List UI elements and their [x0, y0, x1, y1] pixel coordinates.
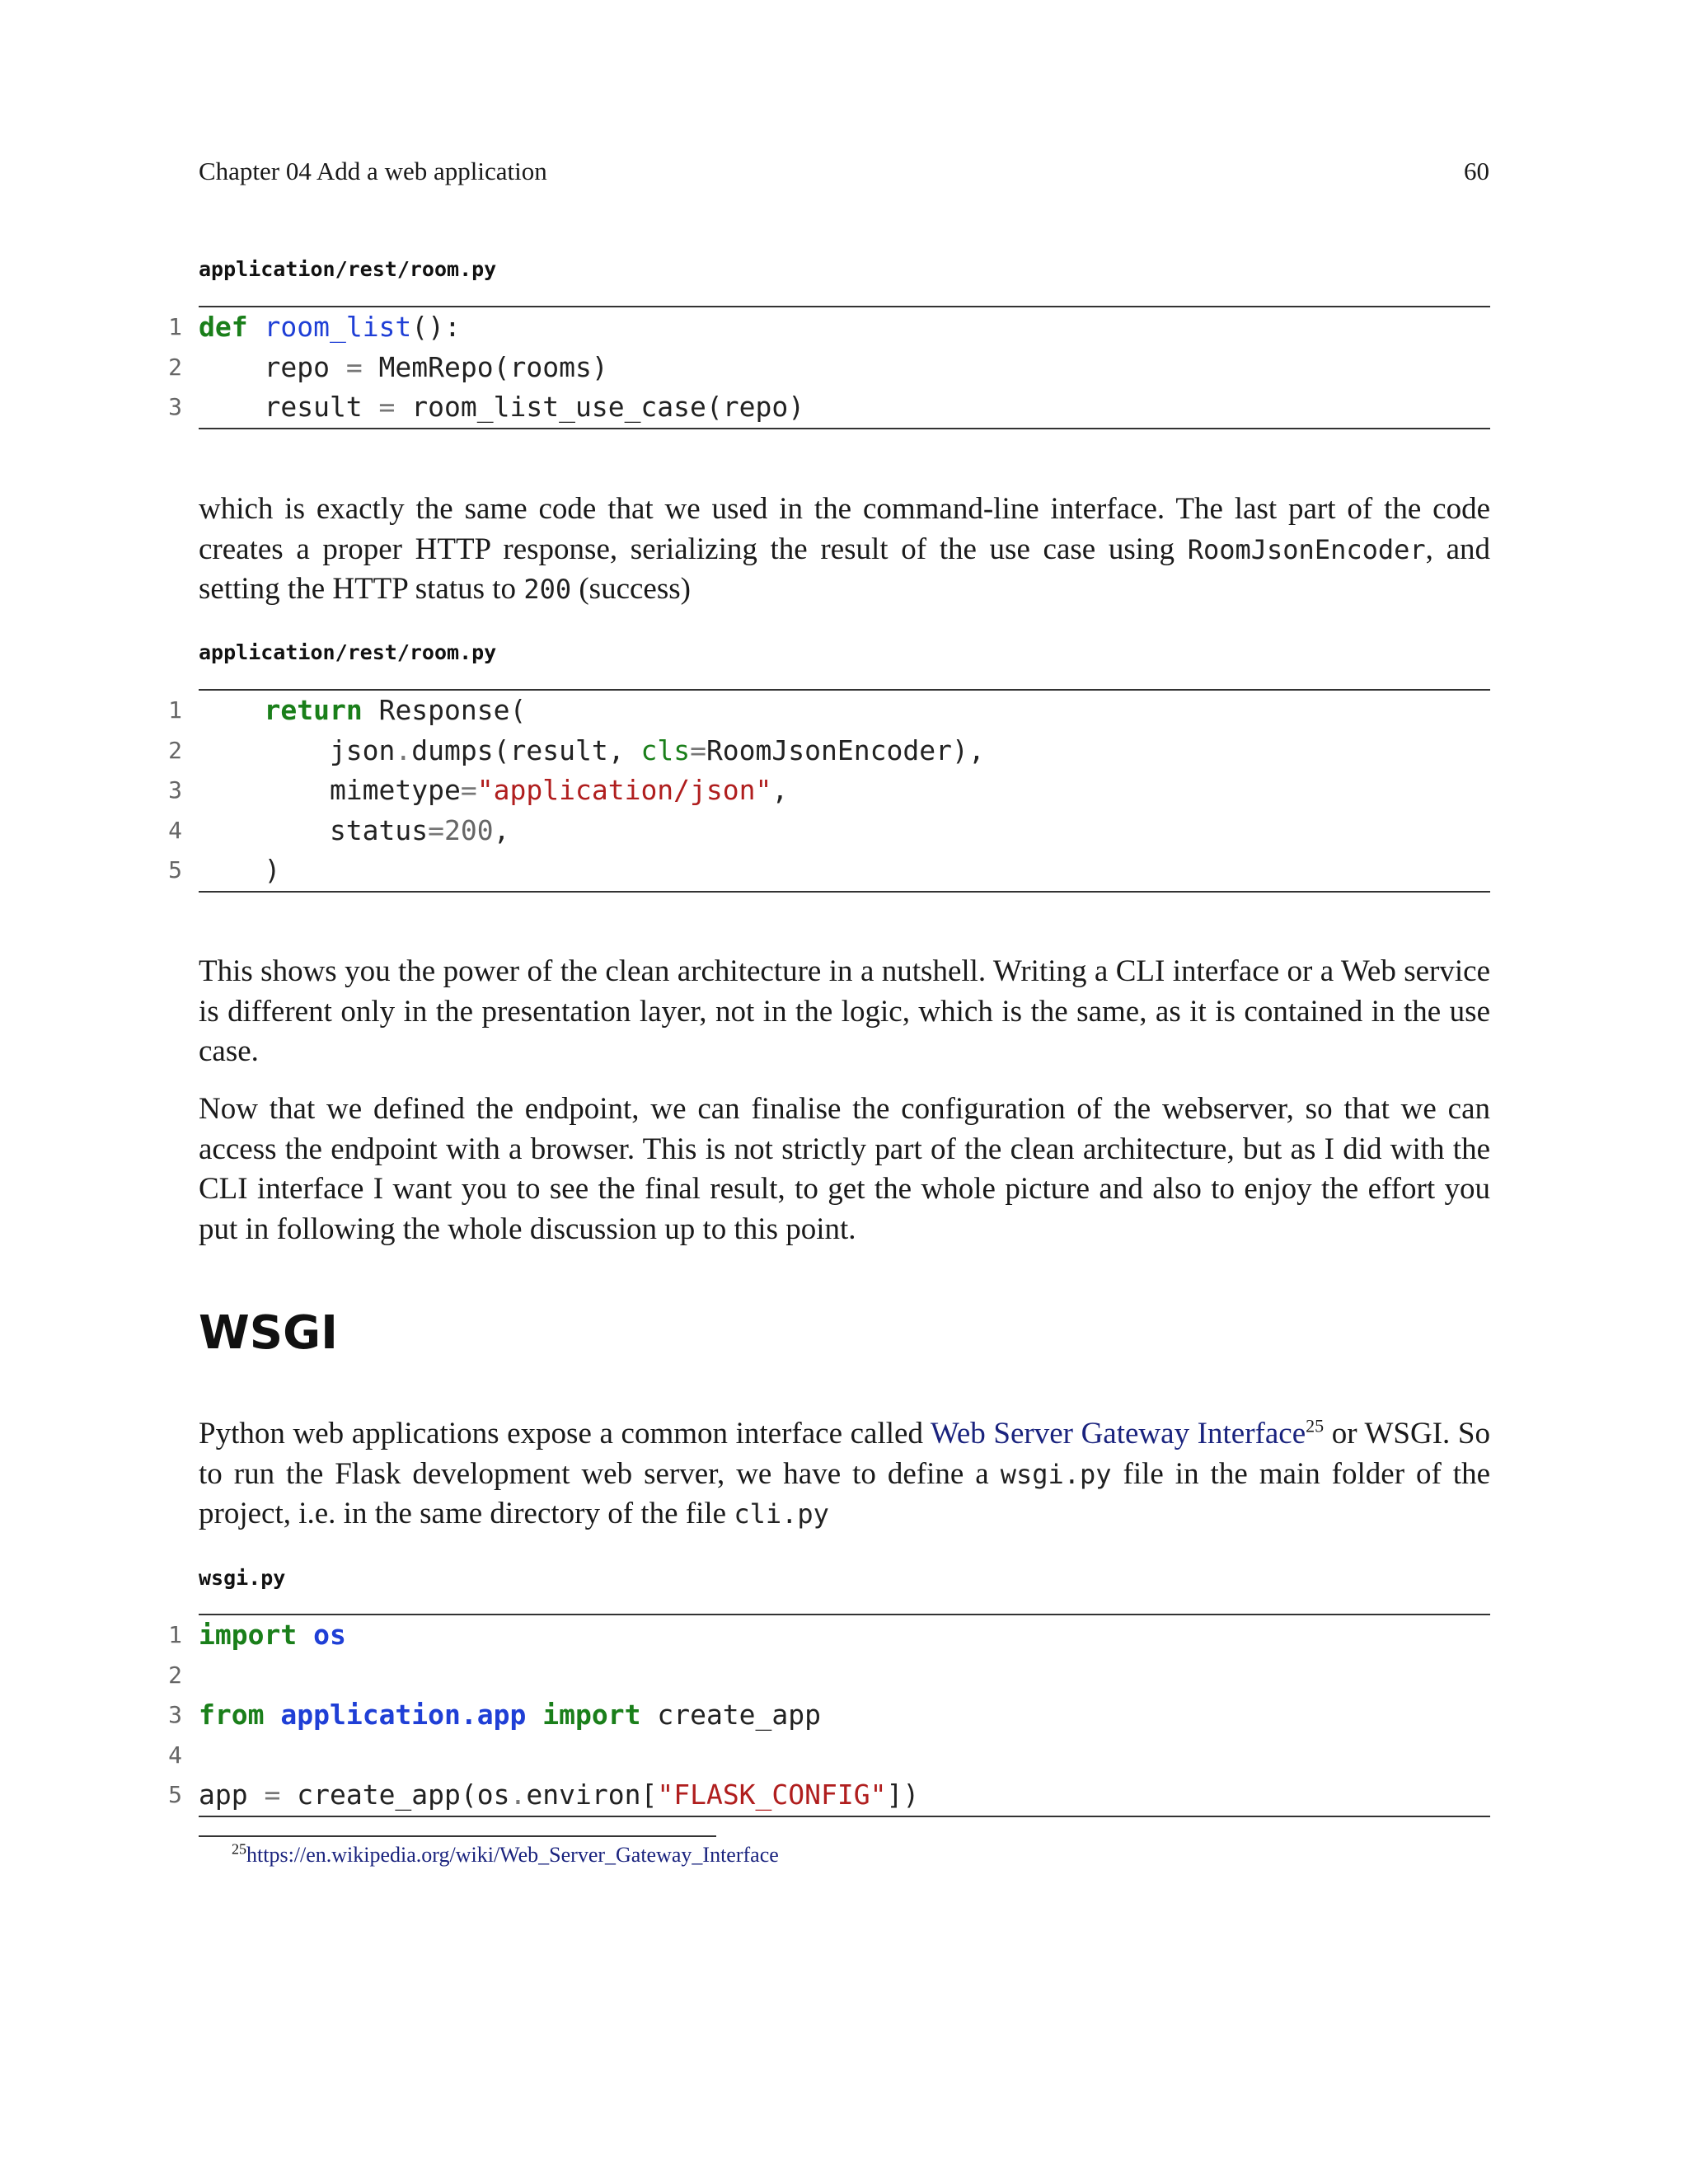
inline-code-roomjsonencoder: RoomJsonEncoder — [1187, 533, 1426, 565]
inline-code-cli-py: cli.py — [734, 1498, 829, 1530]
line-number: 3 — [168, 776, 182, 804]
code-token: application.app — [280, 1699, 527, 1731]
code-filename-3: wsgi.py — [199, 1566, 286, 1590]
section-heading: WSGI — [199, 1306, 338, 1360]
code-line — [168, 771, 1490, 811]
code-token: = — [345, 350, 363, 383]
code-token: RoomJsonEncoder), — [706, 733, 985, 766]
line-number: 1 — [168, 1621, 182, 1648]
code-token: repo — [199, 350, 346, 383]
code-token: room_list_use_case(repo) — [395, 391, 805, 423]
line-number: 1 — [168, 313, 182, 340]
footnote-divider — [199, 1835, 716, 1837]
code-token: def — [199, 311, 248, 343]
footnote — [232, 1840, 779, 1868]
chapter-title: Chapter 04 Add a web application — [199, 157, 547, 185]
code-token: os — [313, 1619, 346, 1651]
code-token: "application/json" — [476, 774, 772, 806]
line-number: 3 — [168, 393, 182, 420]
code-block-2 — [168, 689, 1490, 893]
code-filename-2: application/rest/room.py — [199, 640, 497, 664]
paragraph-1-text-3: (success) — [571, 572, 691, 606]
paragraph-2: This shows you the power of the clean architecture in a nutshell. Writing a CLI interface or a Web service is different only in the presentation layer, not in the logic, which is the same, as it is contained in the use case. — [199, 954, 1490, 1068]
code-token: json — [199, 733, 396, 766]
line-number: 3 — [168, 1701, 182, 1728]
paragraph-1 — [199, 490, 1490, 610]
code-line — [168, 811, 1490, 851]
code-token: = — [460, 774, 477, 806]
paragraph-3: Now that we defined the endpoint, we can finalise the configuration of the webserver, so that we can access the endpoint with a browser. This is not strictly part of the clean architecture, but as I did with the CLI interface I want you to see the final result, to get the whole picture and also to enjoy the effort you put in following the whole discussion up to this point. — [199, 1092, 1490, 1246]
code-token: import — [542, 1699, 641, 1731]
code-line — [168, 348, 1490, 388]
footnote-ref[interactable]: 25 — [1306, 1415, 1325, 1436]
line-number: 2 — [168, 1661, 182, 1689]
code-token: app — [199, 1779, 265, 1811]
line-number: 5 — [168, 856, 182, 883]
line-number: 2 — [168, 736, 182, 764]
code-token: "FLASK_CONFIG" — [657, 1779, 887, 1811]
line-number: 5 — [168, 1781, 182, 1808]
line-number: 2 — [168, 353, 182, 381]
code-token: return — [264, 694, 363, 726]
paragraph-4-text: Python web applications expose a common interface called — [199, 1417, 931, 1451]
code-line — [168, 1736, 1490, 1776]
code-line — [168, 1615, 1490, 1656]
paragraph-4-text-3: file in the main folder of the project, i.e. in the same directory of the file — [199, 1456, 1490, 1530]
code-line — [168, 731, 1490, 771]
code-token: ]) — [886, 1779, 920, 1811]
line-number: 4 — [168, 816, 182, 844]
code-line — [168, 851, 1490, 891]
paragraph-1-text-2: , and setting the HTTP status to — [199, 532, 1490, 606]
code-token: environ[ — [526, 1779, 658, 1811]
code-token — [199, 694, 264, 726]
paragraph-4 — [199, 1414, 1490, 1535]
code-line — [168, 691, 1490, 731]
inline-code-wsgi-py: wsgi.py — [1000, 1458, 1112, 1490]
line-number: 4 — [168, 1741, 182, 1769]
code-token — [297, 1619, 313, 1651]
code-token: (): — [411, 311, 461, 343]
code-filename-1: application/rest/room.py — [199, 257, 497, 281]
code-token: = — [428, 813, 445, 846]
code-token: mimetype — [199, 774, 461, 806]
code-line — [168, 1695, 1490, 1736]
code-token: = — [264, 1779, 281, 1811]
code-line — [168, 1656, 1490, 1696]
code-token: Response( — [362, 694, 527, 726]
code-token — [264, 1699, 280, 1731]
code-line — [168, 387, 1490, 428]
line-number: 1 — [168, 696, 182, 724]
code-token: MemRepo(rooms) — [362, 350, 608, 383]
code-token: dumps(result, — [411, 733, 641, 766]
code-token: 200 — [444, 813, 494, 846]
code-token: result — [199, 391, 379, 423]
paragraph-4-text-2: or WSGI. So to run the Flask development web server, we have to define a — [199, 1417, 1490, 1491]
code-token: from — [199, 1699, 265, 1731]
code-token: create_app — [640, 1699, 822, 1731]
code-token: room_list — [264, 311, 412, 343]
code-token: import — [199, 1619, 298, 1651]
code-token: = — [378, 391, 396, 423]
paragraph-1-text: which is exactly the same code that we used in the command-line interface. The last part of the code creates a proper HTTP response, serializing the result of the use case using — [199, 492, 1490, 566]
code-token — [248, 311, 265, 343]
code-token — [526, 1699, 542, 1731]
code-token: . — [509, 1779, 527, 1811]
footnote-url-link[interactable]: https://en.wikipedia.org/wiki/Web_Server_Gateway_Interface — [246, 1843, 779, 1867]
code-token: , — [771, 774, 789, 806]
code-token: status — [199, 813, 429, 846]
code-block-1 — [168, 306, 1490, 429]
page-header — [199, 157, 1489, 186]
code-token: . — [395, 733, 412, 766]
code-token: cls — [640, 733, 691, 766]
code-token: = — [690, 733, 706, 766]
code-block-3 — [168, 1614, 1490, 1817]
code-token: create_app(os — [280, 1779, 510, 1811]
code-token: , — [493, 813, 510, 846]
code-token: ) — [199, 854, 281, 886]
inline-code-200: 200 — [523, 574, 572, 605]
code-line — [168, 1775, 1490, 1816]
code-line — [168, 307, 1490, 348]
wsgi-link[interactable]: Web Server Gateway Interface — [930, 1417, 1306, 1451]
footnote-number: 25 — [232, 1840, 246, 1858]
page-number: 60 — [1464, 157, 1489, 185]
